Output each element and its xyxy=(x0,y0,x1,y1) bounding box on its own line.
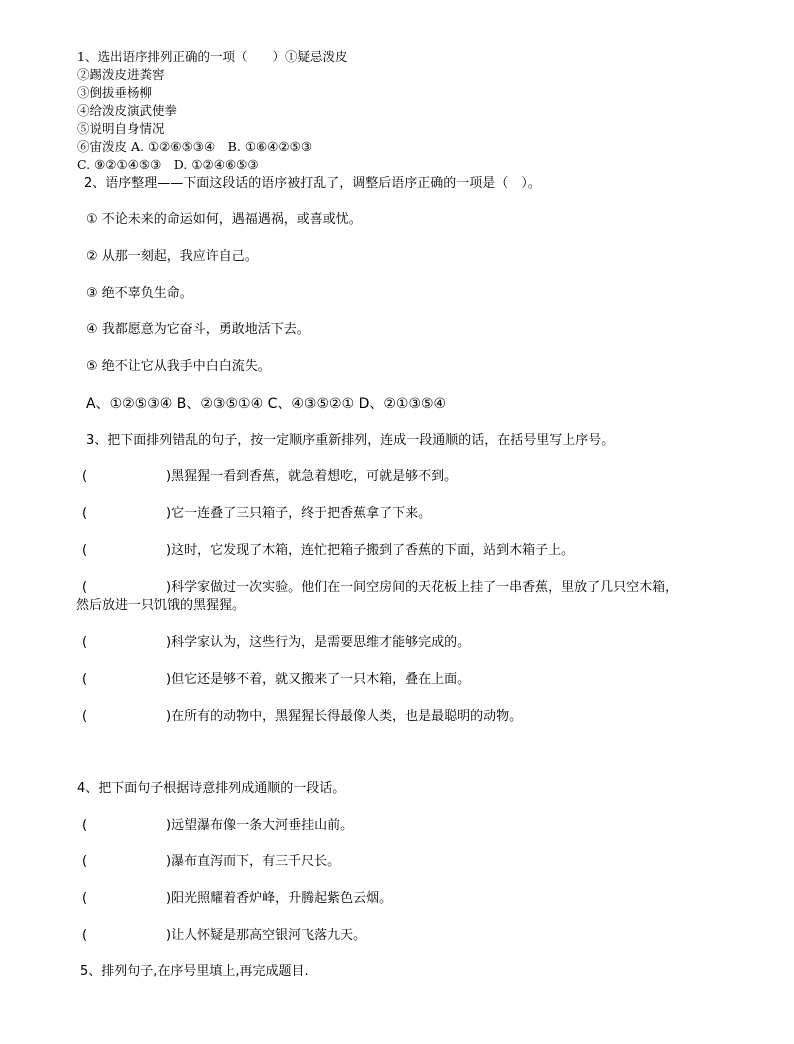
q4-row: ( )让人怀疑是那高空银河飞落九天。 xyxy=(82,928,367,943)
answer-blank[interactable]: ( xyxy=(82,854,88,869)
q3-title: 3、把下面排列错乱的句子，按一定顺序重新排列，连成一段通顺的话，在括号里写上序号。 xyxy=(86,433,615,448)
q4-title: 4、把下面句子根据诗意排列成通顺的一段话。 xyxy=(77,781,346,796)
q4-sentence: 阳光照耀着香炉峰，升腾起紫色云烟。 xyxy=(171,891,393,906)
q1-option-cd: C. ⑨②①④⑤③ D. ①②④⑥⑤③ xyxy=(77,157,259,172)
q3-row: ( )在所有的动物中，黑猩猩长得最像人类，也是最聪明的动物。 xyxy=(82,709,523,724)
answer-blank[interactable]: ( xyxy=(82,709,88,724)
q2-item: ③ 绝不辜负生命。 xyxy=(86,286,193,301)
q1-item: ④给泼皮演武使拳 xyxy=(77,103,178,118)
answer-blank[interactable]: ( xyxy=(82,891,88,906)
q3-sentence: 但它还是够不着，就又搬来了一只木箱，叠在上面。 xyxy=(171,672,471,687)
q1-title: 1、选出语序排列正确的一项（ ）①疑忌泼皮 xyxy=(77,49,348,64)
q3-row: ( )科学家做过一次实验。他们在一间空房间的天花板上挂了一串香蕉，里放了几只空木箱， xyxy=(82,580,679,595)
q3-sentence: 这时，它发现了木箱，连忙把箱子搬到了香蕉的下面，站到木箱子上。 xyxy=(171,543,575,558)
q4-row: ( )阳光照耀着香炉峰，升腾起紫色云烟。 xyxy=(82,891,393,906)
answer-blank[interactable]: ( xyxy=(82,635,88,650)
q3-sentence: 在所有的动物中，黑猩猩长得最像人类，也是最聪明的动物。 xyxy=(171,709,523,724)
q3-row: ( )科学家认为，这些行为，是需要思维才能够完成的。 xyxy=(82,635,471,650)
answer-blank[interactable]: ( xyxy=(82,818,88,833)
q4-row: ( )远望瀑布像一条大河垂挂山前。 xyxy=(82,818,354,833)
q2-item: ④ 我都愿意为它奋斗，勇敢地活下去。 xyxy=(86,322,310,337)
answer-blank[interactable]: ( xyxy=(82,672,88,687)
answer-blank[interactable]: ( xyxy=(82,543,88,558)
q1-option-ab: ⑥宙泼皮 A. ①②⑥⑤③④ B. ①⑥④②⑤③ xyxy=(77,139,313,154)
q1-item: ⑤说明自身情况 xyxy=(77,121,165,136)
q3-sentence-continued: 然后放进一只饥饿的黑猩猩。 xyxy=(76,598,246,613)
q3-row: ( )但它还是够不着，就又搬来了一只木箱，叠在上面。 xyxy=(82,672,471,687)
q2-options: A、①②⑤③④ B、②③⑤①④ C、④③⑤②① D、②①③⑤④ xyxy=(86,396,447,412)
q2-item: ② 从那一刻起，我应许自己。 xyxy=(86,249,258,264)
q4-sentence: 远望瀑布像一条大河垂挂山前。 xyxy=(171,818,354,833)
answer-blank[interactable]: ( xyxy=(82,469,88,484)
q3-sentence: 科学家做过一次实验。他们在一间空房间的天花板上挂了一串香蕉，里放了几只空木箱， xyxy=(171,580,679,595)
q1-item: ③倒拔垂杨柳 xyxy=(77,85,153,100)
q2-item: ① 不论未来的命运如何，遇福遇祸，或喜或忧。 xyxy=(86,212,362,227)
q5-title: 5、排列句子,在序号里填上,再完成题目. xyxy=(80,964,309,979)
q3-row: ( )它一连叠了三只箱子，终于把香蕉拿了下来。 xyxy=(82,506,432,521)
q3-row: ( )这时，它发现了木箱，连忙把箱子搬到了香蕉的下面，站到木箱子上。 xyxy=(82,543,575,558)
q3-row: ( )黑猩猩一看到香蕉，就急着想吃，可就是够不到。 xyxy=(82,469,458,484)
q4-row: ( )瀑布直泻而下，有三千尺长。 xyxy=(82,854,341,869)
answer-blank[interactable]: ( xyxy=(82,580,88,595)
answer-blank[interactable]: ( xyxy=(82,928,88,943)
q1-item: ②踢泼皮进粪窖 xyxy=(77,67,165,82)
q3-sentence: 黑猩猩一看到香蕉，就急着想吃，可就是够不到。 xyxy=(171,469,458,484)
q4-sentence: 瀑布直泻而下，有三千尺长。 xyxy=(171,854,341,869)
q4-sentence: 让人怀疑是那高空银河飞落九天。 xyxy=(171,928,367,943)
q3-sentence: 它一连叠了三只箱子，终于把香蕉拿了下来。 xyxy=(171,506,432,521)
q3-sentence: 科学家认为，这些行为，是需要思维才能够完成的。 xyxy=(171,635,471,650)
q2-title: 2、语序整理——下面这段话的语序被打乱了，调整后语序正确的一项是（ ）。 xyxy=(84,176,541,191)
q2-item: ⑤ 绝不让它从我手中白白流失。 xyxy=(86,359,271,374)
answer-blank[interactable]: ( xyxy=(82,506,88,521)
